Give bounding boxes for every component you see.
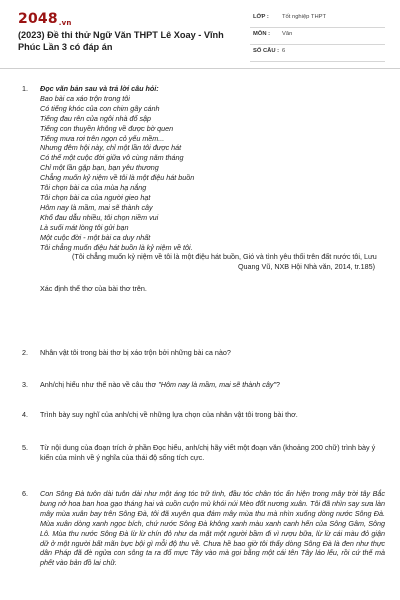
question-text: Từ nội dung của đoạn trích ở phần Đọc hiểu, anh/chị hãy viết một đoạn văn (khoảng 200 chữ) trình bày ý kiến của mình về ý nghĩa của thái độ sống tích cực.	[40, 443, 376, 462]
question-number: 5.	[22, 443, 28, 452]
poem-line: Chỉ một lần gặp bạn, bạn yêu thương	[40, 163, 159, 173]
question-number: 3.	[22, 380, 28, 389]
source-line: Quang Vũ, NXB Hội Nhà văn, 2014, tr.185)	[237, 262, 375, 272]
site-logo[interactable]	[18, 11, 72, 27]
meta-label: MÔN :	[253, 31, 271, 37]
meta-row-class	[250, 11, 385, 28]
meta-label: LỚP :	[253, 14, 269, 20]
poem-line: Nhưng đêm hội này, chỉ một lần tôi được hát	[40, 143, 182, 153]
logo-text: 2048	[18, 11, 58, 27]
meta-value: Tốt nghiệp THPT	[282, 14, 327, 20]
poem-line: Tôi chọn bài ca của mùa hạ nắng	[40, 183, 147, 193]
question-text	[40, 380, 385, 390]
meta-value: Văn	[282, 31, 293, 37]
question-number: 1.	[22, 84, 28, 93]
source-line: (Tôi chẳng muốn kỷ niệm về tôi là một điệu hát buồn, Gió và tình yêu thổi trên đất nước tôi, Lưu	[72, 252, 377, 262]
meta-row-question-count	[250, 45, 385, 62]
question-number: 6.	[22, 489, 28, 498]
poem-source	[40, 252, 385, 262]
question-task: Xác định thể thơ của bài thơ trên.	[40, 284, 147, 294]
poem-line: Một cuộc đời - một bài ca duy nhất	[40, 232, 151, 242]
question-text-part: ?	[275, 380, 280, 389]
poem-line: Có tiếng khóc của con chim gãy cánh	[40, 103, 160, 113]
page-header	[0, 0, 400, 62]
poem-line: Tiếng mưa rơi trên ngọn cỏ yếu mềm...	[40, 133, 165, 143]
question-text: Nhân vật tôi trong bài thơ bị xáo trộn bởi những bài ca nào?	[40, 348, 231, 357]
poem-source-cont	[40, 262, 385, 272]
poem-line: Khổ đau dẫu nhiều, tôi chọn niềm vui	[40, 212, 159, 222]
meta-label: SỐ CÂU :	[253, 48, 280, 54]
meta-value: 6	[282, 48, 286, 54]
poem-line: Bao bài ca xáo trộn trong tôi	[40, 93, 130, 103]
poem-line: Tiếng đau rên của ngôi nhà đổ sập	[40, 113, 152, 123]
poem-line: Có thể một cuộc đời giữa vô cùng năm tháng	[40, 153, 184, 163]
poem-line: Tiếng con thuyền không về được bờ quen	[40, 123, 174, 133]
poem-line: Hôm nay là mầm, mai sẽ thành cây	[40, 202, 153, 212]
question-number: 2.	[22, 348, 28, 357]
poem-line: Tôi chẳng muốn điệu hát buồn là kỷ niệm về tôi.	[40, 242, 193, 252]
poem-line: Là suối mát lòng tôi gửi bạn	[40, 222, 129, 232]
exam-meta-table	[250, 11, 385, 62]
logo-suffix: .vn	[58, 19, 72, 27]
question-text: Trình bày suy nghĩ của anh/chị về những lựa chọn của nhân vật tôi trong bài thơ.	[40, 410, 298, 419]
poem-line: Tôi chọn bài ca của người gieo hạt	[40, 192, 151, 202]
question-text-part: Anh/chị hiểu như thế nào về câu thơ	[40, 380, 159, 389]
quoted-verse: "Hôm nay là mầm, mai sẽ thành cây"	[158, 380, 276, 389]
poem-line: Chẳng muốn kỷ niệm về tôi là một điệu hát buồn	[40, 173, 195, 183]
header-divider	[0, 68, 400, 69]
question-body	[40, 84, 385, 294]
meta-row-subject	[250, 28, 385, 45]
question-passage: Con Sông Đà tuôn dài tuôn dài như một áng tóc trữ tình, đầu tóc chân tóc ẩn hiện trong mây trời tây Bắc bung nở hoa ban hoa gạo tháng hai và cuồn cuộn mù khói núi Mèo đốt nương xuân. Tôi đã nhìn say sưa làn mây mùa xuân bay trên Sông Đà, tôi đã xuyên qua đám mây mùa thu mà nhìn xuống dòng nước Sông Đà. Mùa xuân dòng xanh ngọc bích, chứ nước Sông Đà không xanh màu xanh canh hến của Sông Gâm, Sông Lô. Mùa thu nước Sông Đà lừ lừ chín đỏ như da mặt một người bầm đi vì rượu bữa, lừ lừ cái màu đỏ giận dữ ở một người bất mãn bực bội gì mỗi độ thu về. Chưa hề bao giờ tôi thấy dòng Sông Đà là đen như thực dân Pháp đã đè ngửa con sông ta ra đổ mực Tây vào mà gọi bằng một cái tên Tây láo lếu, rồi cứ thế mà phết vào bản đồ lai chữ.	[40, 489, 385, 568]
exam-title: (2023) Đề thi thử Ngữ Văn THPT Lê Xoay - Vĩnh Phúc Lần 3 có đáp án	[18, 30, 224, 52]
question-number: 4.	[22, 410, 28, 419]
question-heading: Đọc văn bản sau và trả lời câu hỏi:	[40, 84, 159, 93]
